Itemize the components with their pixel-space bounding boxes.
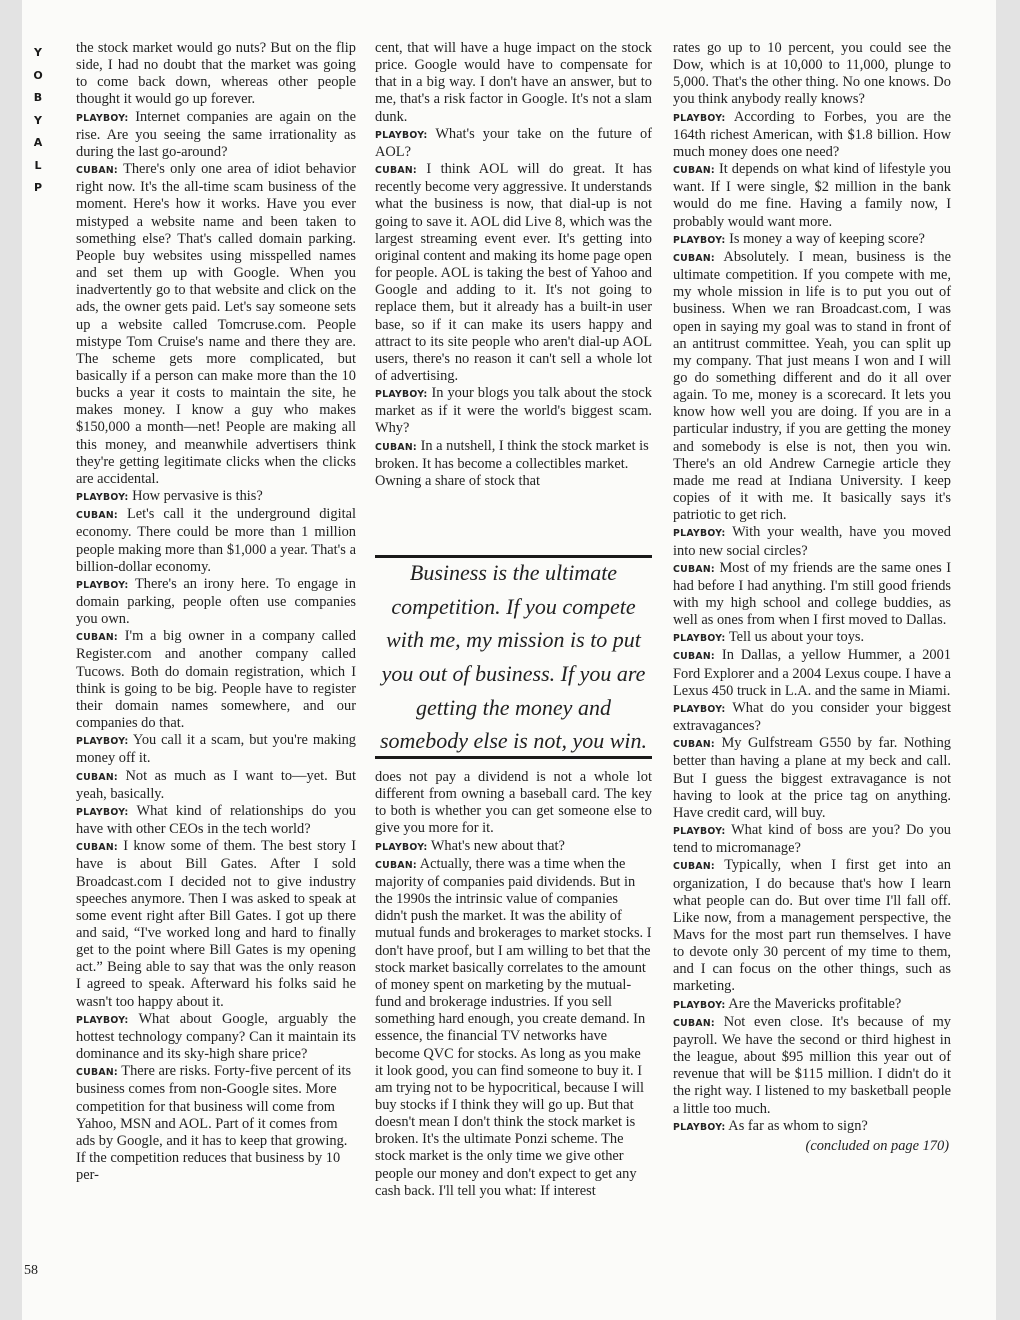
pull-quote: Business is the ultimate competition. If you compete with me, my mission is to put you out of business. If you are getting the money and somebody else is not, you win. (379, 560, 648, 754)
speaker-playboy: PLAYBOY: (673, 112, 726, 124)
interview-paragraph (375, 40, 652, 126)
interview-paragraph (375, 856, 652, 1200)
logo-letter: Y (34, 113, 42, 127)
paragraph-text: In your blogs you talk about the stock market as if it were the world's biggest scam. Why? (375, 385, 652, 437)
interview-paragraph (375, 769, 652, 838)
speaker-cuban: CUBAN: (673, 563, 715, 575)
speaker-cuban: CUBAN: (673, 651, 715, 663)
speaker-playboy: PLAYBOY: (76, 1014, 129, 1026)
paragraph-text: the stock market would go nuts? But on the flip side, I had no doubt that the market was going to come back down, whereas other people thought it would go up forever. (76, 40, 356, 108)
interview-paragraph (673, 524, 951, 559)
logo-letter: L (34, 158, 42, 172)
interview-paragraph (673, 857, 951, 995)
interview-paragraph (673, 700, 951, 735)
paragraph-text: I know some of them. The best story I have is about Bill Gates. After I sold Broadcast.com I decided not to give industry speeches anymore. Then I was asked to speak at some event right after Bill Gates. I got up there and said, “I've worked long and hard to finally get to the point where Bill Gates is my opening act.” Being able to say that was the only reason I agreed to speak. Afterward his folks said he wasn't too happy about it. (76, 838, 356, 1010)
paragraph-text: Not as much as I want to—yet. But yeah, basically. (76, 767, 356, 802)
interview-paragraph (673, 1014, 951, 1118)
paragraph-text: What kind of relationships do you have with other CEOs in the tech world? (76, 802, 356, 838)
paragraph-text: With your wealth, have you moved into new social circles? (673, 524, 951, 559)
paragraph-text: does not pay a dividend is not a whole lot different from owning a baseball card. The key to both is whether you can get someone else to give you more for it. (375, 769, 652, 837)
page-number: 58 (24, 1263, 38, 1278)
speaker-playboy: PLAYBOY: (375, 389, 428, 401)
paragraph-text: How pervasive is this? (132, 488, 263, 505)
interview-paragraph (673, 560, 951, 630)
paragraph-text: rates go up to 10 percent, you could see the Dow, which is at 10,000 to 11,000, plunge to 5,000. That's the other thing. No one knows. Do you think anybody really knows? (673, 40, 951, 108)
speaker-playboy: PLAYBOY: (673, 1121, 726, 1133)
speaker-cuban: CUBAN: (673, 861, 715, 873)
interview-paragraph (673, 231, 951, 249)
interview-paragraph (673, 996, 951, 1014)
paragraph-text: In Dallas, a yellow Hummer, a 2001 Ford Explorer and a 2004 Lexus coupe. I have a Lexus 450 truck in L.A. and the same in Miami. (673, 647, 951, 699)
interview-paragraph (673, 1118, 951, 1136)
paragraph-text: cent, that will have a huge impact on the stock price. Google would have to compensate for that in a big way. I don't have an answer, but to me, that's a risk factor in Google. It's not a slam dunk. (375, 40, 652, 125)
paragraph-text: What's your take on the future of AOL? (375, 125, 652, 160)
speaker-cuban: CUBAN: (673, 739, 715, 751)
interview-paragraph (76, 768, 356, 803)
paragraph-text: Tell us about your toys. (728, 629, 865, 646)
interview-paragraph (76, 506, 356, 576)
interview-paragraph (76, 732, 356, 767)
speaker-cuban: CUBAN: (673, 252, 715, 264)
logo-letter: A (33, 136, 43, 149)
speaker-playboy: PLAYBOY: (76, 579, 129, 591)
paragraph-text: According to Forbes, you are the 164th richest American, with $1.8 billion. How much money does one need? (673, 108, 951, 160)
speaker-cuban: CUBAN: (76, 510, 118, 522)
speaker-cuban: CUBAN: (76, 632, 118, 644)
paragraph-text: My Gulfstream G550 by far. Nothing better than having a plane at my beck and call. But I guess the biggest extravagance is not having to look at the price tag on anything. Have credit card, will buy. (673, 735, 951, 821)
paragraph-text: You call it a scam, but you're making money off it. (76, 732, 356, 767)
paragraph-text: What kind of boss are you? Do you tend to micromanage? (673, 822, 951, 857)
paragraph-text: I'm a big owner in a company called Register.com and another company called Tucows. Both do domain registration, which I think is going to be big. People have to register their domain names somewhere, and our companies do that. (76, 628, 356, 732)
speaker-cuban: CUBAN: (76, 165, 118, 177)
speaker-cuban: CUBAN: (76, 771, 118, 783)
interview-paragraph (76, 576, 356, 628)
interview-paragraph (375, 438, 652, 490)
interview-paragraph (76, 40, 356, 109)
column-2-lower-text (375, 769, 652, 1200)
interview-paragraph (375, 126, 652, 161)
interview-paragraph (673, 647, 951, 699)
paragraph-text: It depends on what kind of lifestyle you want. If I were single, $2 million in the bank would do me fine. Having a family now, I probably would want more. (673, 161, 951, 230)
speaker-cuban: CUBAN: (673, 165, 715, 177)
interview-column-1 (76, 40, 356, 1184)
paragraph-text: Most of my friends are the same ones I had before I had anything. I'm still good friends with my high school and college buddies, as well as ones from when I first moved to Dallas. (673, 559, 952, 629)
paragraph-text: In a nutshell, I think the stock market is broken. It has become a collectibles market. Owning a share of stock that (375, 437, 649, 489)
paragraph-text: Absolutely. I mean, business is the ultimate competition. If you compete with me, my whole mission in life is to put you out of business. When we ran Broadcast.com, I was open in saying my goal was to stand in front of an antitrust committee. Yeah, you can split up my company. That just means I won and I will go do something different and do it all over again. To me, money is a scorecard. It lets you know how well you are doing. If you are in a particular industry, if you are getting the money and somebody is else is not, then you win. There's an old Andrew Carnegie article they made me read at Indiana University. I keep copies of it with me. It basically says it's patriotic to get rich. (673, 248, 952, 524)
interview-paragraph (673, 629, 951, 647)
continued-on-note: (concluded on page 170) (805, 1137, 949, 1154)
interview-paragraph (673, 249, 951, 525)
logo-letter: Y (34, 46, 42, 59)
speaker-cuban: CUBAN: (375, 165, 417, 177)
interview-paragraph (673, 109, 951, 161)
paragraph-text: Internet companies are again on the rise. Are you seeing the same irrationality as during the last go-around? (76, 108, 356, 160)
speaker-playboy: PLAYBOY: (673, 633, 726, 645)
interview-column-2 (375, 40, 652, 1200)
interview-paragraph (375, 838, 652, 856)
speaker-playboy: PLAYBOY: (375, 129, 428, 141)
paragraph-text: What's new about that? (430, 837, 565, 854)
paragraph-text: Actually, there was a time when the majority of companies paid dividends. But in the 1990s the intrinsic value of companies didn't push the market. It was the ability of mutual funds and brokerages to market stocks. I don't have proof, but I am willing to bet that the stock market basically correlates to the amount of money spent on marketing by the mutual-fund and brokerage industries. If you sell something hard enough, you create demand. In essence, the financial TV networks have become QVC for stocks. As long as you make it look good, you can find someone to buy it. I am trying not to be hypocritical, because I will buy stocks if I think they will go up. But that doesn't mean I don't think the stock market is broken. It's the ultimate Ponzi scheme. The stock market is the only time we give other people our money and don't expect to get any cash back. I'll tell you what: If interest (375, 855, 652, 1199)
speaker-playboy: PLAYBOY: (673, 703, 726, 715)
paragraph-text: Let's call it the underground digital economy. There could be more than 1 million people making more than $1,000 a year. That's a billion-dollar economy. (76, 506, 356, 575)
interview-paragraph (375, 385, 652, 437)
interview-paragraph (76, 1011, 356, 1063)
interview-paragraph (76, 109, 356, 161)
paragraph-text: Not even close. It's because of my payroll. We have the second or third highest in the league, about $95 million this year out of revenue that will be $115 million. I didn't do it the right way. I listened to my basketball people a little too much. (673, 1013, 951, 1117)
paragraph-text: As far as whom to sign? (728, 1117, 868, 1134)
interview-paragraph (76, 161, 356, 488)
speaker-cuban: CUBAN: (375, 859, 417, 871)
paragraph-text: Are the Mavericks profitable? (728, 995, 902, 1012)
interview-paragraph (673, 735, 951, 822)
paragraph-text: Typically, when I first get into an organization, I do because that's how I learn what people can do. But over time I'll fall off. Like now, from a management perspective, the Mavs for the most part run themselves. I have to devote only 30 percent of my time to them, and I can focus on the other things, such as marketing. (673, 857, 951, 995)
speaker-playboy: PLAYBOY: (375, 841, 428, 853)
interview-paragraph (375, 161, 652, 385)
interview-paragraph (76, 628, 356, 732)
speaker-cuban: CUBAN: (76, 1067, 118, 1079)
speaker-playboy: PLAYBOY: (76, 736, 129, 748)
speaker-cuban: CUBAN: (375, 441, 417, 453)
speaker-playboy: PLAYBOY: (76, 112, 129, 124)
interview-paragraph (673, 161, 951, 231)
speaker-playboy: PLAYBOY: (673, 234, 726, 246)
playboy-vertical-logo (26, 42, 50, 200)
interview-paragraph (76, 1063, 356, 1184)
paragraph-text: Is money a way of keeping score? (729, 230, 925, 247)
pull-quote-box (375, 555, 652, 759)
logo-letter: O (33, 68, 43, 82)
interview-column-3 (673, 40, 951, 1155)
speaker-playboy: PLAYBOY: (673, 528, 726, 540)
interview-paragraph (673, 40, 951, 109)
speaker-playboy: PLAYBOY: (76, 806, 129, 818)
speaker-playboy: PLAYBOY: (76, 492, 129, 504)
interview-paragraph (76, 838, 356, 1011)
paragraph-text: What about Google, arguably the hottest technology company? Can it maintain its dominance and its sky-high share price? (76, 1010, 357, 1063)
speaker-cuban: CUBAN: (673, 1017, 715, 1029)
paragraph-text: There are risks. Forty-five percent of its business comes from non-Google sites. More competition for that business will come from Yahoo, MSN and AOL. Part of it comes from ads by Google, and it has to keep that growing. If the competition reduces that business by 10 per- (76, 1063, 352, 1184)
column-2-upper-text (375, 40, 652, 532)
paragraph-text: I think AOL will do great. It has recently become very aggressive. It understands what the business is now, that dial-up is not going to save it. AOL did Live 8, which was the largest streaming event ever. It's getting into original content and making its home page open for people. AOL is taking the best of Yahoo and Google and adding to it. It's not going to replace them, but it already has a built-in user base, so if it can make its users happy and attract to its site people who aren't dial-up AOL users, there's no reason it can't sell a whole lot of advertising. (375, 161, 652, 384)
logo-letter: P (33, 181, 43, 194)
paragraph-text: There's an irony here. To engage in domain parking, people often use companies you own. (76, 575, 357, 628)
interview-paragraph (76, 803, 356, 838)
logo-letter: B (33, 91, 43, 104)
speaker-playboy: PLAYBOY: (673, 826, 726, 838)
speaker-playboy: PLAYBOY: (673, 999, 726, 1011)
paragraph-text: What do you consider your biggest extravagances? (673, 699, 951, 735)
interview-paragraph (673, 822, 951, 857)
speaker-cuban: CUBAN: (76, 842, 118, 854)
interview-paragraph (76, 488, 356, 506)
paragraph-text: There's only one area of idiot behavior right now. It's the all-time scam business of the moment. Here's how it works. Have you ever mistyped a website name and been taken to something else? That's called domain parking. People buy websites using misspelled names and set them up with Google. When you inadvertently go to that website and click on the ads, the owner gets paid. Let's say someone sets up a website called Tomcruse.com. People mistype Tom Cruise's name and there they are. The scheme gets more complicated, but basically if a person can make more than the 10 bucks a year it costs to maintain the site, he makes money. I know a guy who makes $150,000 a month—net! People are making all this money, and meanwhile advertisers think they're getting legitimate clicks when the clicks are accidental. (76, 161, 356, 487)
